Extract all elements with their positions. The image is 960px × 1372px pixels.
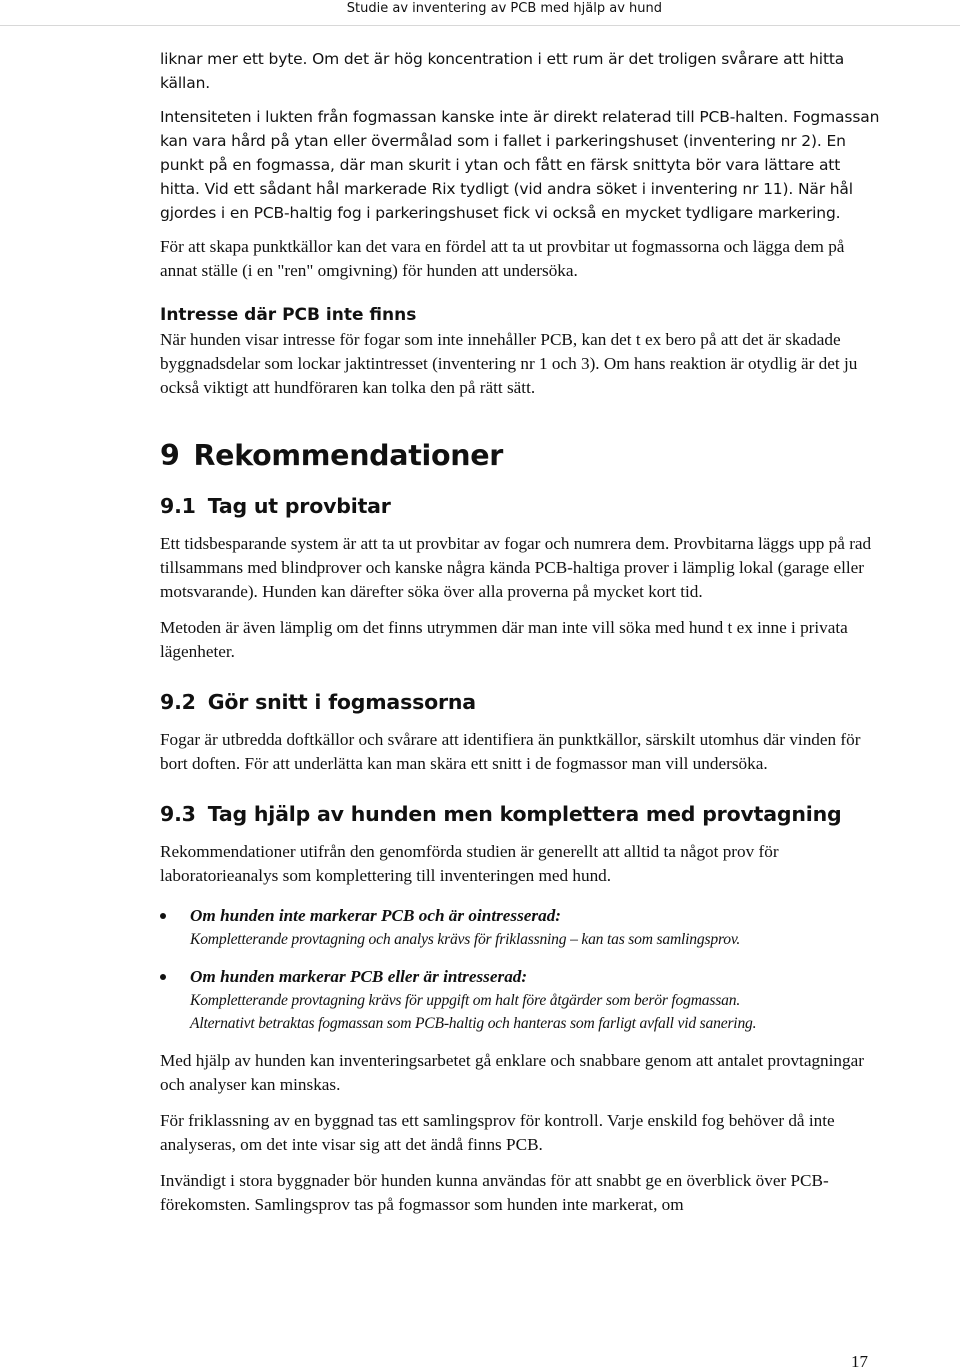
list-item [160,965,880,1035]
bullet-title: Om hunden inte markerar PCB och är ointresserad: [190,906,562,925]
bullet-icon [160,974,166,980]
section-number: 9.1 [160,494,196,518]
paragraph: Rekommendationer utifrån den genomförda studien är generellt att alltid ta något prov för laboratorieanalys som komplettering till inventeringen med hund. [160,842,779,885]
interest-heading: Intresse där PCB inte finns [160,305,417,325]
section-number: 9.2 [160,690,196,714]
recommendation-list [160,904,880,1035]
paragraph: Fogar är utbredda doftkällor och svårare att identifiera än punktkällor, särskilt utomhus där vinden för bort doften. För att underlätta kan man skära ett snitt i de fogmassor man vill undersöka. [160,730,861,773]
paragraph: Metoden är även lämplig om det finns utrymmen där man inte vill söka med hund t ex inne i privata lägenheter. [160,618,848,661]
paragraph: Ett tidsbesparande system är att ta ut provbitar av fogar och numrera dem. Provbitarna läggs upp på rad tillsammans med blindprover och kanske några kända PCB-haltiga prover i lämplig lokal (garage eller motsvarande). Hunden kan därefter söka över alla proverna på mycket kort tid. [160,534,872,601]
section-title: Gör snitt i fogmassorna [207,690,476,714]
section-heading-9-2 [160,688,880,716]
paragraph: Invändigt i stora byggnader bör hunden kunna användas för att snabbt ge en överblick över PCB-förekomsten. Samlingsprov tas på fogmassor som hunden inte markerat, om [160,1171,829,1214]
section-title: Tag hjälp av hunden men komplettera med provtagning [207,802,842,826]
page-body [160,47,880,1229]
bullet-text: Alternativt betraktas fogmassan som PCB-haltig och hanteras som farligt avfall vid sanering. [190,1015,757,1032]
bullet-icon [160,913,166,919]
section-heading-9-3 [160,800,880,828]
paragraph: liknar mer ett byte. Om det är hög koncentration i ett rum är det troligen svårare att hitta källan. [160,50,845,92]
chapter-heading [160,436,880,476]
paragraph: Intensiteten i lukten från fogmassan kanske inte är direkt relaterad till PCB-halten. Fogmassan kan vara hård på ytan eller övermålad som i fallet i parkeringshuset (inventering nr 2). En punkt på en fogmassa, där man skurit i ytan och fått en färsk snittyta bör vara lättare att hitta. Vid ett sådant hål markerade Rix tydligt (vid andra söket i inventering nr 11). När hål gjordes i en PCB-haltig fog i parkeringshuset fick vi också en mycket tydligare markering. [160,108,880,222]
section-number: 9.3 [160,802,196,826]
paragraph: För att skapa punktkällor kan det vara en fördel att ta ut provbitar ut fogmassorna och lägga dem på annat ställe (i en "ren" omgivning) för hunden att undersöka. [160,237,845,280]
running-header [0,0,960,26]
list-item [160,904,880,951]
paragraph: När hunden visar intresse för fogar som inte innehåller PCB, kan det t ex bero på att det är skadade byggnadsdelar som lockar jaktintresset (inventering nr 1 och 3). Om hans reaktion är otydlig är det ju också viktigt att hundföraren kan tolka den på rätt sätt. [160,330,858,397]
bullet-title: Om hunden markerar PCB eller är intresserad: [190,967,528,986]
section-heading-9-1 [160,492,880,520]
page-number: 17 [851,1352,868,1371]
paragraph: För friklassning av en byggnad tas ett samlingsprov för kontroll. Varje enskild fog behöver då inte analyseras, om det inte visar sig att det ändå finns PCB. [160,1111,835,1154]
running-header-title: Studie av inventering av PCB med hjälp av hund [346,1,662,16]
chapter-title: Rekommendationer [193,439,504,472]
section-title: Tag ut provbitar [207,494,391,518]
paragraph: Med hjälp av hunden kan inventeringsarbetet gå enklare och snabbare genom att antalet provtagningar och analyser kan minskas. [160,1051,864,1094]
bullet-text: Kompletterande provtagning och analys krävs för friklassning – kan tas som samlingsprov. [190,931,741,948]
bullet-text: Kompletterande provtagning krävs för uppgift om halt före åtgärder som berör fogmassan. [190,992,741,1009]
chapter-number: 9 [160,439,180,472]
